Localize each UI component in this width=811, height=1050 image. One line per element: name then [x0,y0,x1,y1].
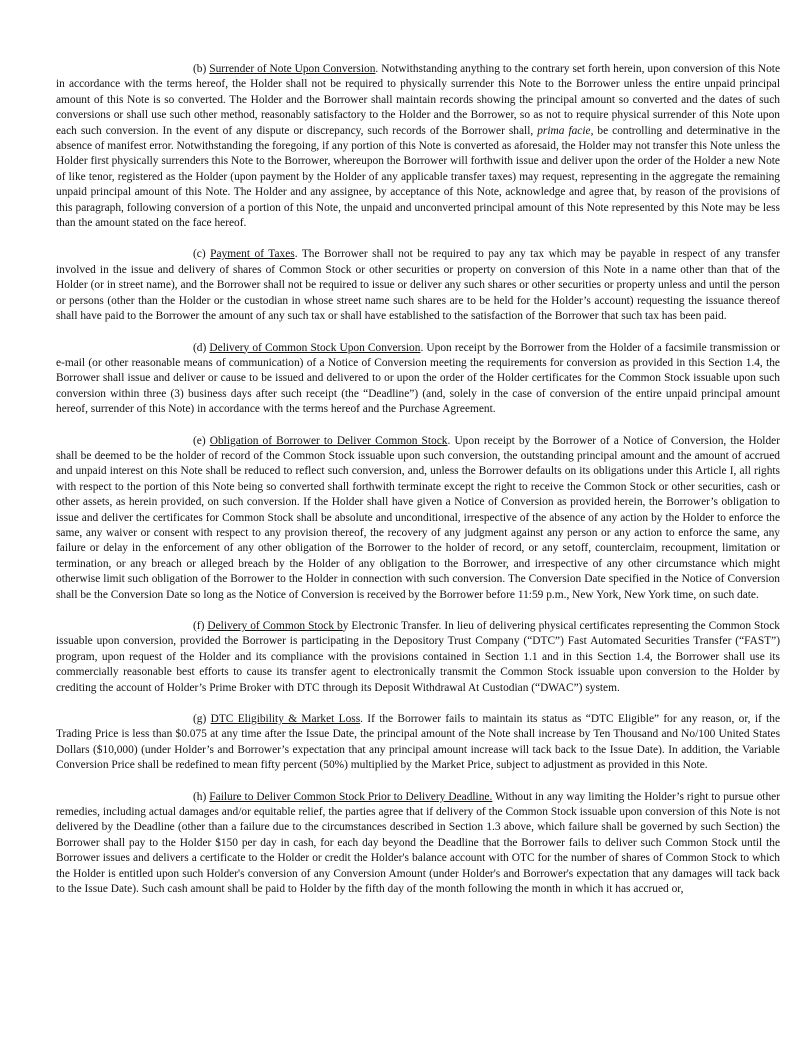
paragraph-text: . Notwithstanding anything to the contrary set forth herein, upon conversion of this Note in accordance with the terms hereof, the Holder shall not be required to physically surrender this Note to the Borrower unless the entire unpaid principal amount of this Note is so converted. The Holder and the Borrower shall maintain records showing the principal amount so converted and the dates of such conversions or shall use such other method, reasonably satisfactory to the Holder and the Borrower, so as not to require physical surrender of this Note upon each such conversion. In the event of any dispute or discrepancy, such records of the Borrower shall, [56,63,780,137]
paragraph-label: (e) [193,434,206,447]
paragraph-heading: Obligation of Borrower to Deliver Common Stock [209,434,448,447]
paragraph-text: y Electronic Transfer. In lieu of delivering physical certificates representing the Common Stock issuable upon conversion, provided the Borrower is participating in the Depository Trust Company (“DTC”) Fast Automated Securities Transfer (“FAST”) program, upon request of the Holder and its compliance with the provisions contained in Section 1.1 and in this Section 1.4, the Borrower shall use its commercially reasonable best efforts to cause its transfer agent to electronically transmit the Common Stock issuable upon conversion to the Holder by crediting the account of Holder’s Prime Broker with DTC through its Deposit Withdrawal At Custodian (“DWAC”) system. [56,620,780,694]
paragraph-heading: Delivery of Common Stock b [207,620,343,632]
paragraph-g [56,712,780,774]
paragraph-heading: Surrender of Note Upon Conversion [209,63,376,75]
paragraph-text: Without in any way limiting the Holder’s right to pursue other remedies, including actual damages and/or equitable relief, the parties agree that if delivery of the Common Stock issuable upon conversion of this Note is not delivered by the Deadline (other than a failure due to the circumstances described in Section 1.3 above, which failure shall be governed by such Section) the Borrower shall pay to the Holder $150 per day in cash, for each day beyond the Deadline that the Borrower fails to deliver such Common Stock until the Borrower issues and delivers a certificate to the Holder or credit the Holder's balance account with OTC for the number of shares of Common Stock to which the Holder is entitled upon such Holder's conversion of any Conversion Amount (under Holder's and Borrower's expectation that any damages will tack back to the Issue Date). Such cash amount shall be paid to Holder by the fifth day of the month following the month in which it has accrued or, [56,790,780,896]
paragraph-heading: Payment of Taxes [210,248,295,261]
paragraph-d [56,341,780,418]
paragraph-heading: Delivery of Common Stock Upon Conversion [209,341,421,354]
paragraph-label: (f) [193,620,205,632]
paragraph-label: (c) [193,248,206,261]
paragraph-text: . The Borrower shall not be required to pay any tax which may be payable in respect of any transfer involved in the issue and delivery of shares of Common Stock or other securities or property on conversion of this Note in a name other than that of the Holder (or in street name), and the Borrower shall not be required to issue or deliver any such shares or other securities or property unless and until the person or persons (other than the Holder or the custodian in whose street name such shares are to be held for the Holder’s account) requesting the issuance thereof shall have paid to the Borrower the amount of any such tax or shall have established to the satisfaction of the Borrower that such tax has been paid. [56,248,780,323]
paragraph-label: (b) [193,63,207,75]
paragraph-heading: DTC Eligibility & Market Loss [210,713,361,726]
paragraph-text: . Upon receipt by the Borrower from the Holder of a facsimile transmission or e-mail (or other reasonable means of communication) of a Notice of Conversion meeting the requirements for conversion as provided in this Section 1.4, the Borrower shall issue and deliver or cause to be issued and delivered to or upon the order of the Holder certificates for the Common Stock issuable upon such conversion within three (3) business days after such receipt (the “Deadline”) (and, solely in the case of conversion of the entire unpaid principal amount hereof, surrender of this Note) in accordance with the terms hereof and the Purchase Agreement. [56,341,780,416]
paragraph-label: (d) [193,341,207,354]
paragraph-text: be controlling and determinative in the absence of manifest error. Notwithstanding the foregoing, if any portion of this Note is converted as aforesaid, the Holder may not transfer this Note unless the Holder first physically surrenders this Note to the Borrower, whereupon the Borrower will forthwith issue and deliver upon the order of the Holder a new Note of like tenor, registered as the Holder (upon payment by the Holder of any applicable transfer taxes) may request, representing in the aggregate the remaining unpaid principal amount of this Note. The Holder and any assignee, by acceptance of this Note, acknowledge and agree that, by reason of the provisions of this paragraph, following conversion of a portion of this Note, the unpaid and unconverted principal amount of this Note represented by this Note may be less than the amount stated on the face hereof. [56,124,780,230]
paragraph-f [56,619,780,696]
paragraph-label: (g) [193,713,207,726]
document-page [56,62,780,914]
paragraph-text: . If the Borrower fails to maintain its status as “DTC Eligible” for any reason, or, if the Trading Price is less than $0.075 at any time after the Issue Date, the principal amount of the Note shall increase by Ten Thousand and No/100 United States Dollars ($10,000) (under Holder’s and Borrower’s expectation that any principal amount increase will tack back to the Issue Date). In addition, the Variable Conversion Price shall be redefined to mean fifty percent (50%) multiplied by the Market Price, subject to adjustment as provided in this Note. [56,713,781,772]
paragraph-e [56,434,780,603]
paragraph-label: (h) [193,790,207,803]
paragraph-heading: Failure to Deliver Common Stock Prior to Delivery Deadline. [209,790,493,803]
paragraph-text: . Upon receipt by the Borrower of a Notice of Conversion, the Holder shall be deemed to be the holder of record of the Common Stock issuable upon such conversion, the outstanding principal amount and the amount of accrued and unpaid interest on this Note shall be reduced to reflect such conversion, and, unless the Borrower defaults on its obligations under this Article I, all rights with respect to the portion of this Note being so converted shall forthwith terminate except the right to receive the Common Stock or other securities, cash or other assets, as herein provided, on such conversion. If the Holder shall have given a Notice of Conversion as provided herein, the Borrower’s obligation to issue and deliver the certificates for Common Stock shall be absolute and unconditional, irrespective of the absence of any action by the Holder to enforce the same, any waiver or consent with respect to any provision thereof, the recovery of any judgment against any person or any action to enforce the same, any failure or delay in the enforcement of any other obligation of the Borrower to the holder of record, or any setoff, counterclaim, recoupment, limitation or termination, or any breach or alleged breach by the Holder of any obligation to the Borrower, and irrespective of any other circumstance which might otherwise limit such obligation of the Borrower to the Holder in connection with such conversion. The Conversion Date specified in the Notice of Conversion shall be the Conversion Date so long as the Notice of Conversion is received by the Borrower before 11:59 p.m., New York, New York time, on such date. [56,434,780,601]
paragraph-b [56,62,780,231]
paragraph-h [56,790,780,898]
paragraph-italic: prima facie, [537,124,594,137]
paragraph-c [56,247,780,324]
